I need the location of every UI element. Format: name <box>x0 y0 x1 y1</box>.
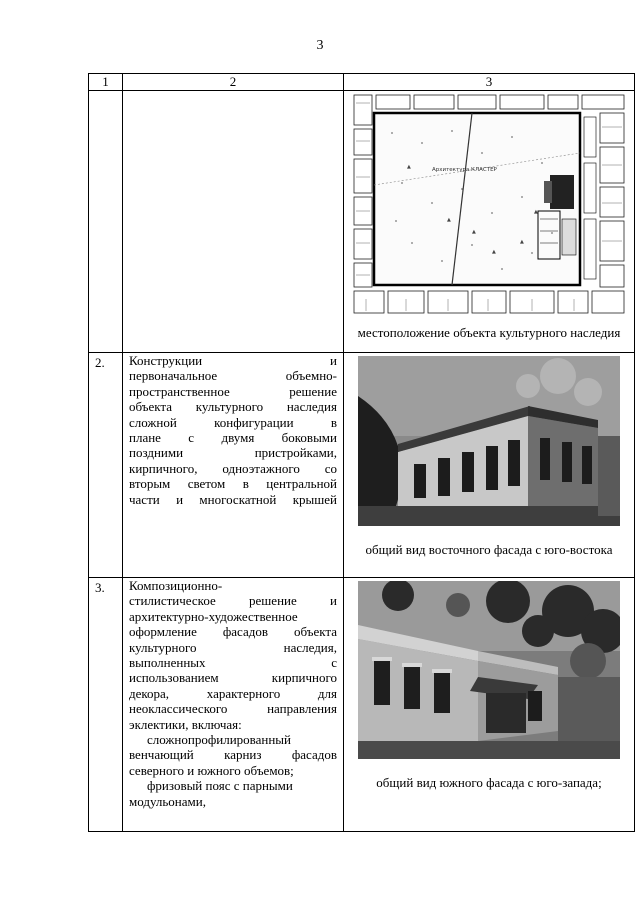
row-description <box>123 91 344 353</box>
svg-text:▲: ▲ <box>492 249 496 255</box>
description-line: декора, характерного для <box>129 685 337 701</box>
description-line: Конструкции и <box>129 353 337 368</box>
description-line: поздними пристройками, <box>129 445 337 461</box>
column-2-header: 2 <box>123 74 344 91</box>
row-image-cell <box>344 91 635 353</box>
table-row <box>89 578 635 832</box>
description-line: пространственное решение <box>129 383 337 399</box>
description-line: венчающий карниз фасадов <box>129 747 337 763</box>
image-caption: общий вид восточного фасада с юго-востока <box>365 542 613 557</box>
description-line: объекта культурного наследия <box>129 399 337 415</box>
column-3-header: 3 <box>344 74 635 91</box>
svg-text:▲: ▲ <box>407 164 411 170</box>
objects-table <box>88 73 635 832</box>
row-number: 2. <box>89 353 123 578</box>
description-line: кирпичного, одноэтажного со <box>129 460 337 476</box>
row-image-cell <box>344 578 635 832</box>
description-line: первоначальное объемно- <box>129 368 337 384</box>
description-line: части и многоскатной крышей <box>129 491 337 507</box>
description-line: эклектики, включая: <box>129 716 242 732</box>
map-label: Архитектура КЛАСТЕР <box>432 167 497 173</box>
description-line: плане с двумя боковыми <box>129 430 337 446</box>
location-map-image <box>352 93 626 315</box>
image-caption: общий вид южного фасада с юго-запада; <box>376 775 602 790</box>
description-line: Композиционно- <box>129 578 223 593</box>
row-number <box>89 91 123 353</box>
column-1-header: 1 <box>89 74 123 91</box>
image-caption: местоположение объекта культурного наследия <box>357 325 621 340</box>
description-line: оформление фасадов объекта <box>129 624 337 640</box>
description-line: вторым светом в центральной <box>129 476 337 492</box>
description-line: архитектурно-художественное <box>129 608 298 624</box>
column-number-row <box>89 74 635 91</box>
svg-text:▲: ▲ <box>534 209 538 215</box>
row-number: 3. <box>89 578 123 832</box>
table-row <box>89 353 635 578</box>
south-facade-photo <box>358 581 620 759</box>
svg-text:▲: ▲ <box>520 239 524 245</box>
description-line: сложной конфигурации в <box>129 414 337 430</box>
description-line: сложнопрофилированный <box>147 732 291 748</box>
description-line: неоклассического направления <box>129 701 337 717</box>
svg-text:▲: ▲ <box>447 217 451 223</box>
description-line: использованием кирпичного <box>129 670 337 686</box>
east-facade-photo <box>358 356 620 526</box>
description-line: модульонами, <box>129 793 206 809</box>
description-line: стилистическое решение и <box>129 593 337 609</box>
description-line: культурного наследия, <box>129 639 337 655</box>
svg-text:▲: ▲ <box>472 229 476 235</box>
row-description <box>123 353 344 578</box>
description-line: северного и южного объемов; <box>129 762 294 778</box>
row-image-cell <box>344 353 635 578</box>
row-description <box>123 578 344 832</box>
description-line: выполненных с <box>129 655 337 671</box>
table-row <box>89 91 635 353</box>
page-number: 3 <box>316 38 324 53</box>
description-line: фризовый пояс с парными <box>147 778 293 794</box>
